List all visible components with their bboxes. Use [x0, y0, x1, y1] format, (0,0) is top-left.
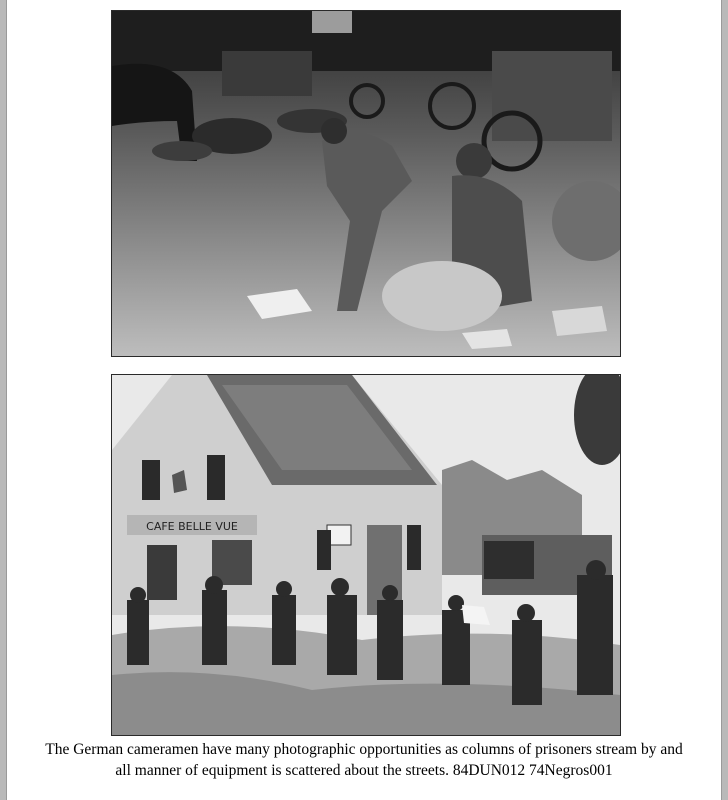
photo-prisoners-by-cafe — [111, 374, 621, 736]
photo-soldiers-with-carts — [111, 10, 621, 357]
photo-prisoners-by-cafe-image — [112, 375, 620, 735]
document-page — [6, 0, 722, 800]
photo-soldiers-with-carts-image — [112, 11, 620, 356]
caption-line-2: all manner of equipment is scattered about the streets. 84DUN012 74Negros001 — [115, 762, 613, 779]
cafe-sign-text: CAFE BELLE VUE — [146, 520, 238, 533]
caption-line-1: The German cameramen have many photographic opportunities as columns of prisoners stream by and — [45, 741, 683, 758]
photo-caption — [7, 739, 721, 781]
